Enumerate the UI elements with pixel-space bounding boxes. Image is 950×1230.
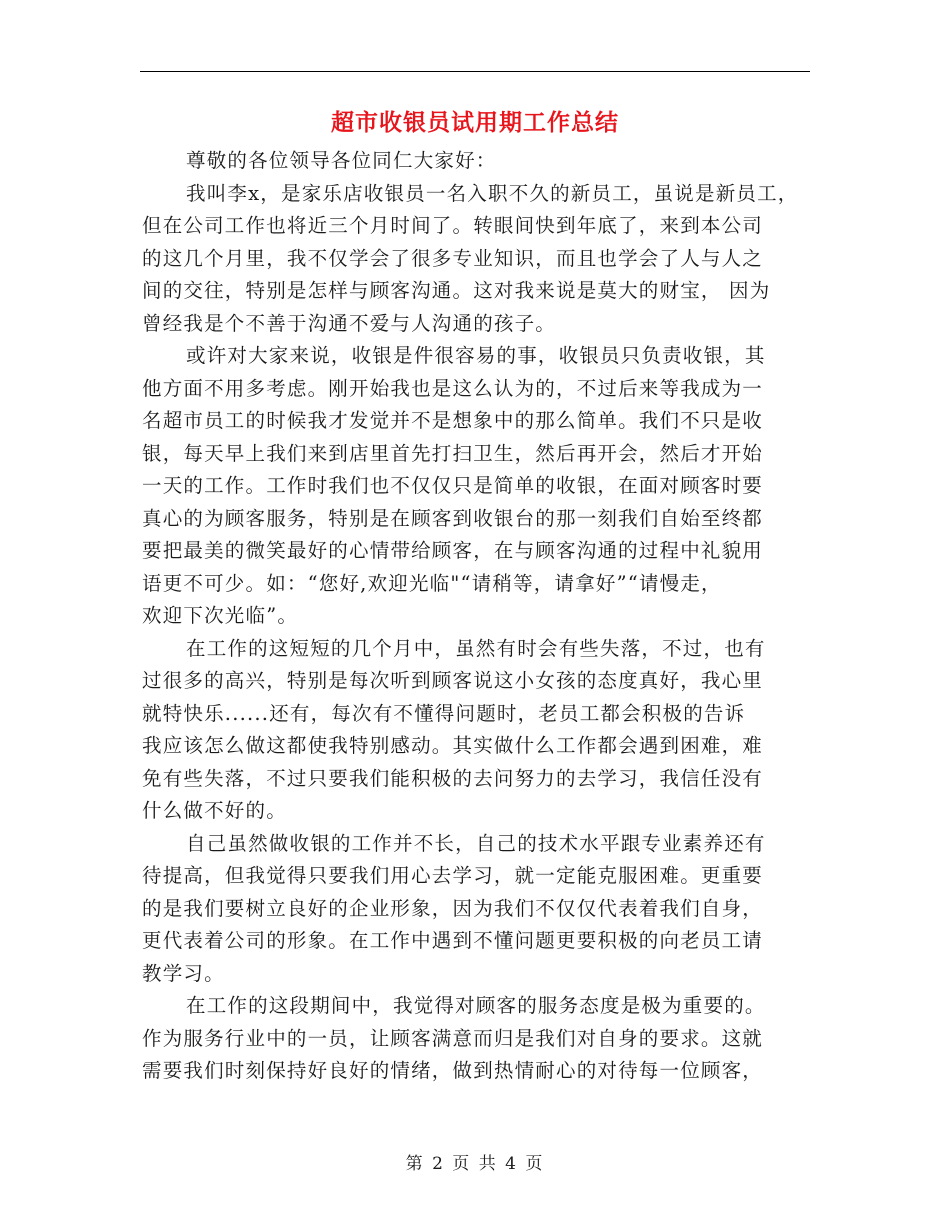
body-line: 作为服务行业中的一员，让顾客满意而归是我们对自身的要求。这就: [142, 1026, 764, 1050]
body-line: 自己虽然做收银的工作并不长，自己的技术水平跟专业素养还有: [186, 831, 766, 855]
header-rule: [140, 71, 810, 72]
body-line: 在工作的这段期间中，我觉得对顾客的服务态度是极为重要的。: [186, 994, 766, 1017]
body-line: 什么做不好的。: [142, 799, 287, 822]
body-line: 就特快乐......还有，每次有不懂得问题时，老员工都会积极的告诉: [142, 701, 746, 725]
body-line: 我应该怎么做这都使我特别感动。其实做什么工作都会遇到困难，难: [142, 734, 764, 757]
body-line: 真心的为顾客服务，特别是在顾客到收银台的那一刻我们自始至终都: [142, 506, 764, 530]
body-line: 要把最美的微笑最好的心情带给顾客，在与顾客沟通的过程中礼貌用: [142, 539, 764, 562]
body-line: 他方面不用多考虑。刚开始我也是这么认为的，不过后来等我成为一: [142, 376, 764, 400]
body-line: 在工作的这短短的几个月中，虽然有时会有些失落，不过，也有: [186, 636, 766, 660]
body-line: 或许对大家来说，收银是件很容易的事，收银员只负责收银，其: [186, 344, 766, 367]
body-line: 银，每天早上我们来到店里首先打扫卫生，然后再开会，然后才开始: [142, 441, 764, 465]
body-line: 曾经我是个不善于沟通不爱与人沟通的孩子。: [142, 311, 557, 335]
document-body: [142, 145, 842, 1088]
body-line: 名超市员工的时候我才发觉并不是想象中的那么简单。我们不只是收: [142, 409, 764, 432]
body-line: 我叫李x，是家乐店收银员一名入职不久的新员工，虽说是新员工，: [186, 181, 799, 205]
body-line: 欢迎下次光临”。: [142, 604, 299, 627]
body-line: 需要我们时刻保持好良好的情绪，做到热情耐心的对待每一位顾客，: [142, 1059, 764, 1082]
body-line: 教学习。: [142, 961, 225, 985]
document-title: 超市收银员试用期工作总结: [331, 109, 619, 136]
body-line: 免有些失落，不过只要我们能积极的去问努力的去学习，我信任没有: [142, 766, 764, 790]
body-line: 的是我们要树立良好的企业形象，因为我们不仅仅代表着我们自身，: [142, 896, 764, 920]
body-line: 的这几个月里，我不仅学会了很多专业知识，而且也学会了人与人之: [142, 246, 764, 270]
body-line: 一天的工作。工作时我们也不仅仅只是简单的收银，在面对顾客时要: [142, 474, 764, 497]
body-line: 尊敬的各位领导各位同仁大家好：: [186, 149, 497, 172]
body-line: 过很多的高兴，特别是每次听到顾客说这小女孩的态度真好，我心里: [142, 669, 764, 692]
body-line: 但在公司工作也将近三个月时间了。转眼间快到年底了，来到本公司: [142, 214, 764, 237]
body-line: 间的交往，特别是怎样与顾客沟通。这对我来说是莫大的财宝， 因为: [142, 279, 771, 302]
page-footer: 第 2 页 共 4 页: [405, 1154, 545, 1174]
body-line: 待提高，但我觉得只要我们用心去学习，就一定能克服困难。更重要: [142, 864, 764, 887]
body-line: 语更不可少。如：“您好,欢迎光临"“请稍等，请拿好”“请慢走，: [142, 571, 722, 595]
body-line: 更代表着公司的形象。在工作中遇到不懂问题更要积极的向老员工请: [142, 929, 764, 952]
